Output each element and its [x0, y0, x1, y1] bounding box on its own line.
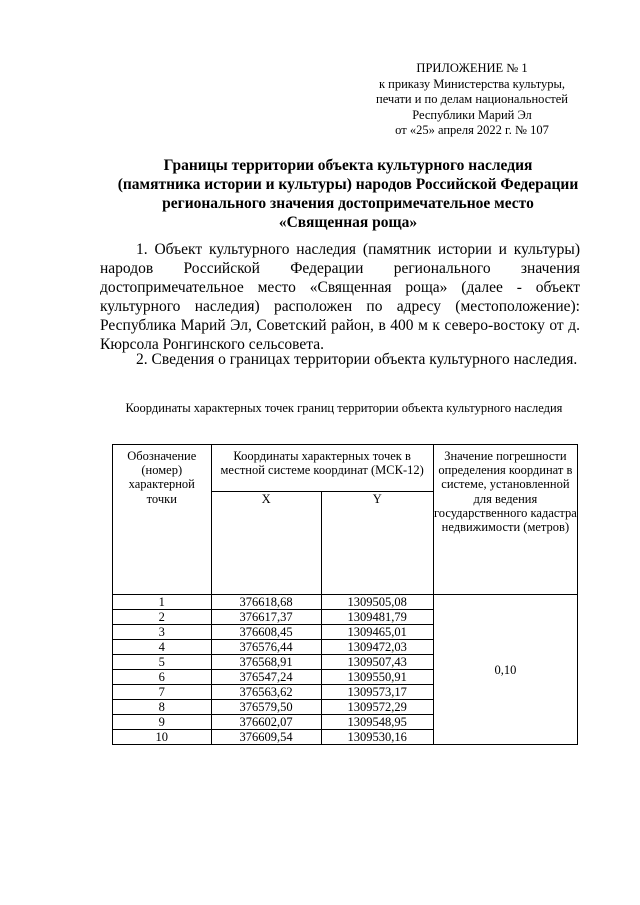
title-line: «Священная роща»	[278, 214, 418, 231]
point-number: 4	[113, 640, 212, 655]
coord-y: 1309465,01	[321, 625, 433, 640]
point-number: 10	[113, 730, 212, 745]
appendix-line: ПРИЛОЖЕНИЕ № 1	[416, 61, 528, 75]
coord-x: 376609,54	[211, 730, 321, 745]
point-number: 9	[113, 715, 212, 730]
error-value: 0,10	[433, 595, 577, 745]
coord-y: 1309505,08	[321, 595, 433, 610]
coordinates-table	[112, 444, 578, 745]
point-number: 1	[113, 595, 212, 610]
point-number: 5	[113, 655, 212, 670]
coord-x: 376568,91	[211, 655, 321, 670]
title-line: (памятника истории и культуры) народов Российской Федерации	[117, 176, 579, 193]
appendix-line: Республики Марий Эл	[412, 107, 532, 122]
title-line: Границы территории объекта культурного наследия	[163, 157, 533, 174]
table-caption: Координаты характерных точек границ территории объекта культурного наследия	[125, 401, 563, 415]
coord-x: 376602,07	[211, 715, 321, 730]
header-error-value: Значение погрешности определения координат в системе, установленной для ведения государственного кадастра недвижимости (метров)	[433, 445, 577, 595]
coord-y: 1309572,29	[321, 700, 433, 715]
coord-y: 1309573,17	[321, 685, 433, 700]
appendix-line: от «25» апреля 2022 г. № 107	[395, 123, 549, 138]
coord-y: 1309507,43	[321, 655, 433, 670]
coord-y: 1309550,91	[321, 670, 433, 685]
document-title	[100, 156, 596, 232]
appendix-header	[360, 61, 584, 139]
coord-x: 376563,62	[211, 685, 321, 700]
appendix-line: к приказу Министерства культуры,	[378, 76, 566, 91]
coord-y: 1309530,16	[321, 730, 433, 745]
title-line: регионального значения достопримечательное место	[162, 195, 534, 212]
table-row	[113, 595, 578, 610]
header-coordinates: Координаты характерных точек в местной системе координат (МСК-12)	[211, 445, 433, 492]
paragraph-object-location: 1. Объект культурного наследия (памятник истории и культуры) народов Российской Федерации регионального значения достопримечательное место «Священная роща» (далее - объект культурного наследия) расположен по адресу (местоположение): Республика Марий Эл, Советский район, в 400 м к северо-востоку от д. Кюрсола Ронгинского сельсовета.	[100, 241, 580, 354]
point-number: 3	[113, 625, 212, 640]
coord-x: 376617,37	[211, 610, 321, 625]
header-x: X	[211, 492, 321, 595]
point-number: 2	[113, 610, 212, 625]
paragraph-boundaries-info: 2. Сведения о границах территории объекта культурного наследия.	[136, 351, 578, 368]
coord-y: 1309472,03	[321, 640, 433, 655]
coord-x: 376579,50	[211, 700, 321, 715]
header-y: Y	[321, 492, 433, 595]
point-number: 6	[113, 670, 212, 685]
coord-x: 376608,45	[211, 625, 321, 640]
coord-x: 376576,44	[211, 640, 321, 655]
header-point-designation: Обозначение (номер) характерной точки	[113, 445, 212, 595]
point-number: 8	[113, 700, 212, 715]
coord-y: 1309481,79	[321, 610, 433, 625]
point-number: 7	[113, 685, 212, 700]
coord-y: 1309548,95	[321, 715, 433, 730]
appendix-line: печати и по делам национальностей	[376, 92, 568, 107]
coord-x: 376618,68	[211, 595, 321, 610]
coord-x: 376547,24	[211, 670, 321, 685]
